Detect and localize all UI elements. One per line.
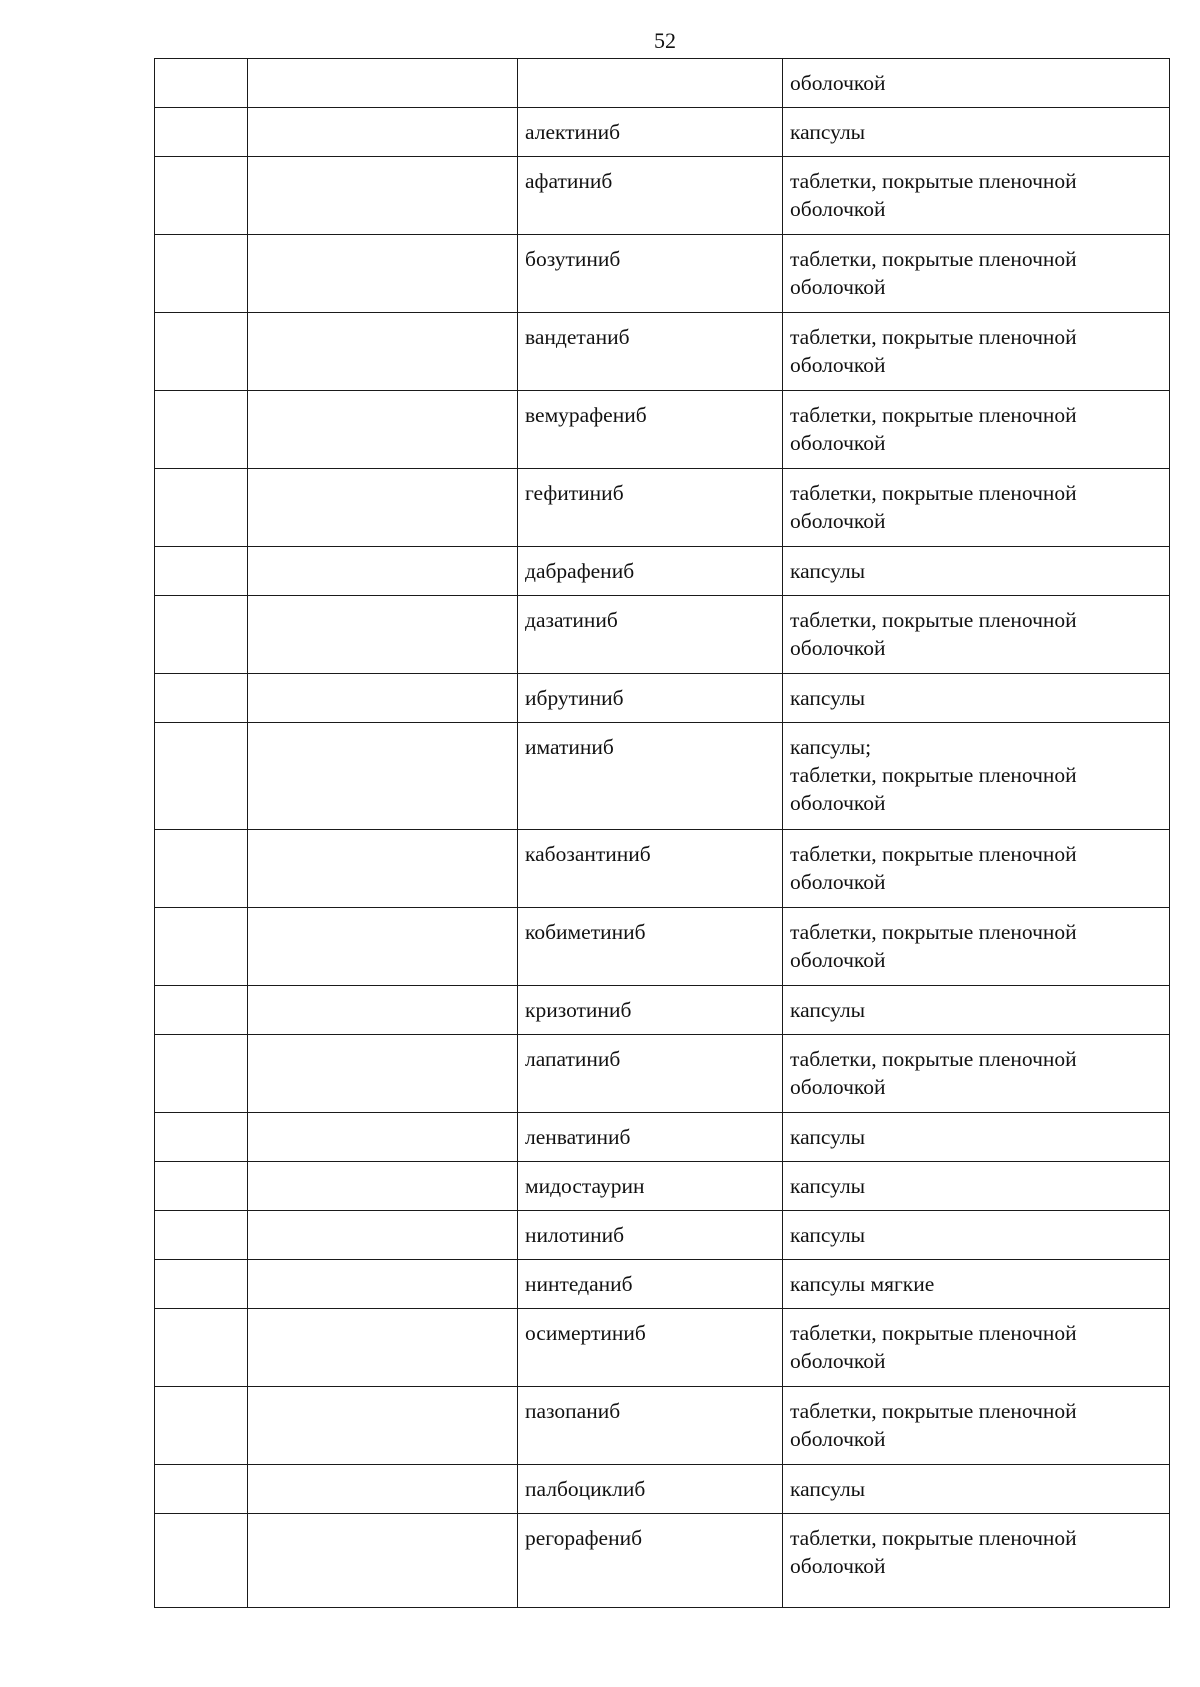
code-cell	[155, 1162, 248, 1211]
group-cell	[248, 908, 518, 986]
table-body	[155, 59, 1170, 1608]
table-row	[155, 674, 1170, 723]
group-cell	[248, 313, 518, 391]
code-cell	[155, 674, 248, 723]
drug-name-cell: кабозантиниб	[518, 830, 783, 908]
dosage-form-cell: таблетки, покрытые пленочной оболочкой	[783, 235, 1170, 313]
code-cell	[155, 547, 248, 596]
code-cell	[155, 596, 248, 674]
dosage-form-cell: капсулы; таблетки, покрытые пленочной оболочкой	[783, 723, 1170, 830]
dosage-form-cell: капсулы	[783, 674, 1170, 723]
group-cell	[248, 1113, 518, 1162]
table-row	[155, 469, 1170, 547]
table-row	[155, 1162, 1170, 1211]
dosage-form-cell: капсулы	[783, 1465, 1170, 1514]
group-cell	[248, 596, 518, 674]
group-cell	[248, 1162, 518, 1211]
group-cell	[248, 59, 518, 108]
code-cell	[155, 1113, 248, 1162]
code-cell	[155, 313, 248, 391]
dosage-form-cell: таблетки, покрытые пленочной оболочкой	[783, 1035, 1170, 1113]
code-cell	[155, 1035, 248, 1113]
table-row	[155, 908, 1170, 986]
page-number: 52	[654, 28, 676, 53]
drug-name-cell: дабрафениб	[518, 547, 783, 596]
group-cell	[248, 547, 518, 596]
dosage-form-cell: таблетки, покрытые пленочной оболочкой	[783, 830, 1170, 908]
drug-name-cell: афатиниб	[518, 157, 783, 235]
group-cell	[248, 108, 518, 157]
code-cell	[155, 108, 248, 157]
code-cell	[155, 723, 248, 830]
table-row	[155, 1514, 1170, 1608]
drug-name-cell: лапатиниб	[518, 1035, 783, 1113]
dosage-form-cell: таблетки, покрытые пленочной оболочкой	[783, 596, 1170, 674]
group-cell	[248, 1309, 518, 1387]
drug-name-cell: гефитиниб	[518, 469, 783, 547]
group-cell	[248, 723, 518, 830]
code-cell	[155, 830, 248, 908]
table-row	[155, 830, 1170, 908]
dosage-form-cell: капсулы	[783, 1162, 1170, 1211]
drug-name-cell: осимертиниб	[518, 1309, 783, 1387]
group-cell	[248, 674, 518, 723]
code-cell	[155, 235, 248, 313]
code-cell	[155, 986, 248, 1035]
drug-name-cell: ленватиниб	[518, 1113, 783, 1162]
group-cell	[248, 157, 518, 235]
drug-name-cell: нинтеданиб	[518, 1260, 783, 1309]
drug-name-cell: ибрутиниб	[518, 674, 783, 723]
table-row	[155, 1387, 1170, 1465]
dosage-form-cell: капсулы	[783, 1211, 1170, 1260]
table-row	[155, 986, 1170, 1035]
table-row	[155, 313, 1170, 391]
dosage-form-cell: таблетки, покрытые пленочной оболочкой	[783, 469, 1170, 547]
code-cell	[155, 1465, 248, 1514]
dosage-form-cell: таблетки, покрытые пленочной оболочкой	[783, 157, 1170, 235]
group-cell	[248, 830, 518, 908]
drug-name-cell: палбоциклиб	[518, 1465, 783, 1514]
table-row	[155, 1465, 1170, 1514]
table-row	[155, 235, 1170, 313]
drug-name-cell: иматиниб	[518, 723, 783, 830]
dosage-form-cell: оболочкой	[783, 59, 1170, 108]
drug-name-cell: вандетаниб	[518, 313, 783, 391]
drug-name-cell: регорафениб	[518, 1514, 783, 1608]
code-cell	[155, 469, 248, 547]
group-cell	[248, 235, 518, 313]
table-row	[155, 157, 1170, 235]
table-row	[155, 596, 1170, 674]
code-cell	[155, 1260, 248, 1309]
drug-name-cell: кобиметиниб	[518, 908, 783, 986]
table-row	[155, 1211, 1170, 1260]
dosage-form-cell: капсулы мягкие	[783, 1260, 1170, 1309]
table-row	[155, 1260, 1170, 1309]
group-cell	[248, 1260, 518, 1309]
group-cell	[248, 469, 518, 547]
drug-name-cell: нилотиниб	[518, 1211, 783, 1260]
code-cell	[155, 1309, 248, 1387]
code-cell	[155, 1387, 248, 1465]
code-cell	[155, 59, 248, 108]
dosage-form-cell: таблетки, покрытые пленочной оболочкой	[783, 1514, 1170, 1608]
code-cell	[155, 1514, 248, 1608]
dosage-form-cell: капсулы	[783, 547, 1170, 596]
drug-name-cell	[518, 59, 783, 108]
table-row	[155, 547, 1170, 596]
group-cell	[248, 1211, 518, 1260]
drug-name-cell: кризотиниб	[518, 986, 783, 1035]
dosage-form-cell: таблетки, покрытые пленочной оболочкой	[783, 1309, 1170, 1387]
group-cell	[248, 1465, 518, 1514]
code-cell	[155, 1211, 248, 1260]
code-cell	[155, 391, 248, 469]
table-row	[155, 1113, 1170, 1162]
group-cell	[248, 1035, 518, 1113]
drug-name-cell: пазопаниб	[518, 1387, 783, 1465]
table-row	[155, 59, 1170, 108]
group-cell	[248, 1514, 518, 1608]
dosage-form-cell: капсулы	[783, 986, 1170, 1035]
dosage-form-cell: капсулы	[783, 108, 1170, 157]
table-row	[155, 1309, 1170, 1387]
table-row	[155, 723, 1170, 830]
drug-name-cell: алектиниб	[518, 108, 783, 157]
code-cell	[155, 157, 248, 235]
dosage-form-cell: таблетки, покрытые пленочной оболочкой	[783, 313, 1170, 391]
table-row	[155, 391, 1170, 469]
group-cell	[248, 1387, 518, 1465]
dosage-form-cell: таблетки, покрытые пленочной оболочкой	[783, 908, 1170, 986]
group-cell	[248, 391, 518, 469]
group-cell	[248, 986, 518, 1035]
drug-name-cell: бозутиниб	[518, 235, 783, 313]
table-row	[155, 1035, 1170, 1113]
drug-name-cell: вемурафениб	[518, 391, 783, 469]
dosage-form-cell: таблетки, покрытые пленочной оболочкой	[783, 1387, 1170, 1465]
table-row	[155, 108, 1170, 157]
drug-name-cell: мидостаурин	[518, 1162, 783, 1211]
drug-table	[154, 58, 1170, 1608]
code-cell	[155, 908, 248, 986]
dosage-form-cell: капсулы	[783, 1113, 1170, 1162]
drug-name-cell: дазатиниб	[518, 596, 783, 674]
dosage-form-cell: таблетки, покрытые пленочной оболочкой	[783, 391, 1170, 469]
